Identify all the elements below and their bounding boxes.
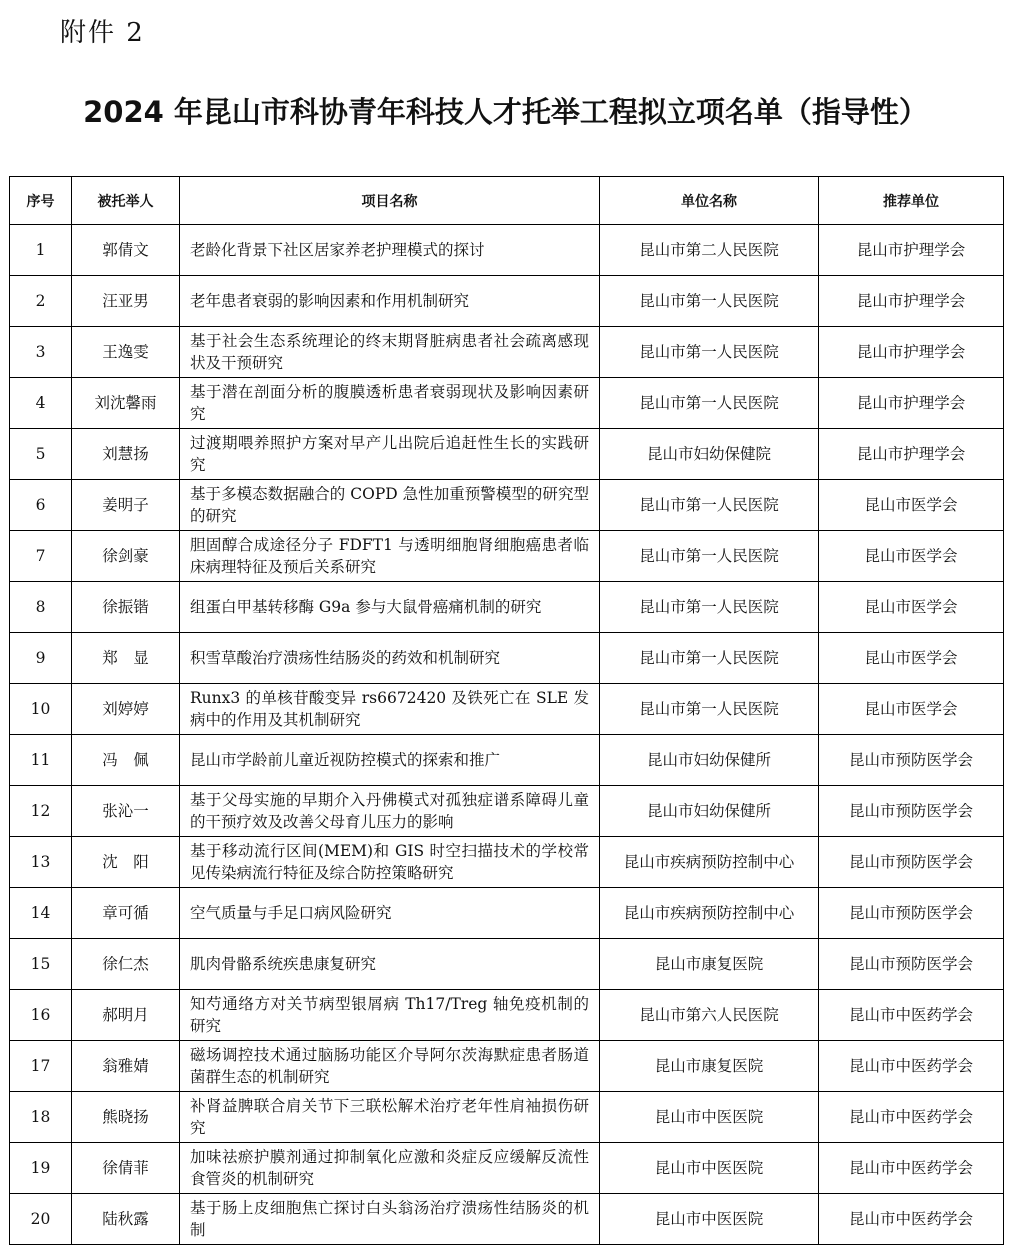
header-index: 序号 xyxy=(10,177,72,225)
row-nominee: 汪亚男 xyxy=(72,276,180,327)
row-project: 基于社会生态系统理论的终末期肾脏病患者社会疏离感现状及干预研究 xyxy=(180,327,600,378)
table-row xyxy=(10,276,1004,327)
row-unit: 昆山市疾病预防控制中心 xyxy=(600,888,819,939)
row-project: 加味祛瘀护膜剂通过抑制氧化应激和炎症反应缓解反流性食管炎的机制研究 xyxy=(180,1143,600,1194)
row-recommender: 昆山市护理学会 xyxy=(819,276,1004,327)
row-recommender: 昆山市护理学会 xyxy=(819,378,1004,429)
row-project: 组蛋白甲基转移酶 G9a 参与大鼠骨癌痛机制的研究 xyxy=(180,582,600,633)
row-nominee: 郭倩文 xyxy=(72,225,180,276)
row-recommender: 昆山市护理学会 xyxy=(819,429,1004,480)
row-recommender: 昆山市预防医学会 xyxy=(819,786,1004,837)
row-index: 4 xyxy=(10,378,72,429)
project-list-table xyxy=(9,176,1004,1245)
table-row xyxy=(10,1194,1004,1245)
row-unit: 昆山市妇幼保健院 xyxy=(600,429,819,480)
table-row xyxy=(10,429,1004,480)
row-project: 基于潜在剖面分析的腹膜透析患者衰弱现状及影响因素研究 xyxy=(180,378,600,429)
table-row xyxy=(10,1092,1004,1143)
row-index: 3 xyxy=(10,327,72,378)
row-unit: 昆山市第一人民医院 xyxy=(600,480,819,531)
row-unit: 昆山市第二人民医院 xyxy=(600,225,819,276)
row-recommender: 昆山市护理学会 xyxy=(819,327,1004,378)
row-recommender: 昆山市中医药学会 xyxy=(819,990,1004,1041)
row-project: Runx3 的单核苷酸变异 rs6672420 及铁死亡在 SLE 发病中的作用及其机制研究 xyxy=(180,684,600,735)
table-row xyxy=(10,225,1004,276)
row-project: 积雪草酸治疗溃疡性结肠炎的药效和机制研究 xyxy=(180,633,600,684)
row-nominee: 刘沈馨雨 xyxy=(72,378,180,429)
table-header-row xyxy=(10,177,1004,225)
table-row xyxy=(10,735,1004,786)
row-unit: 昆山市中医医院 xyxy=(600,1194,819,1245)
row-index: 2 xyxy=(10,276,72,327)
row-unit: 昆山市第一人民医院 xyxy=(600,531,819,582)
row-recommender: 昆山市护理学会 xyxy=(819,225,1004,276)
row-nominee: 章可循 xyxy=(72,888,180,939)
row-index: 10 xyxy=(10,684,72,735)
row-recommender: 昆山市中医药学会 xyxy=(819,1194,1004,1245)
row-recommender: 昆山市中医药学会 xyxy=(819,1041,1004,1092)
row-nominee: 徐倩菲 xyxy=(72,1143,180,1194)
row-unit: 昆山市第一人民医院 xyxy=(600,276,819,327)
row-recommender: 昆山市医学会 xyxy=(819,531,1004,582)
attachment-label: 附件 2 xyxy=(60,18,145,48)
row-unit: 昆山市第一人民医院 xyxy=(600,633,819,684)
row-index: 15 xyxy=(10,939,72,990)
row-recommender: 昆山市医学会 xyxy=(819,633,1004,684)
table-row xyxy=(10,786,1004,837)
row-recommender: 昆山市医学会 xyxy=(819,480,1004,531)
table-row xyxy=(10,633,1004,684)
row-recommender: 昆山市医学会 xyxy=(819,684,1004,735)
row-nominee: 姜明子 xyxy=(72,480,180,531)
row-unit: 昆山市中医医院 xyxy=(600,1143,819,1194)
row-nominee: 徐仁杰 xyxy=(72,939,180,990)
row-unit: 昆山市第一人民医院 xyxy=(600,378,819,429)
row-unit: 昆山市康复医院 xyxy=(600,939,819,990)
row-index: 20 xyxy=(10,1194,72,1245)
row-project: 知芍通络方对关节病型银屑病 Th17/Treg 轴免疫机制的研究 xyxy=(180,990,600,1041)
row-nominee: 冯 佩 xyxy=(72,735,180,786)
row-recommender: 昆山市预防医学会 xyxy=(819,735,1004,786)
row-index: 17 xyxy=(10,1041,72,1092)
row-index: 14 xyxy=(10,888,72,939)
row-project: 基于多模态数据融合的 COPD 急性加重预警模型的研究型的研究 xyxy=(180,480,600,531)
row-nominee: 熊晓扬 xyxy=(72,1092,180,1143)
row-unit: 昆山市第一人民医院 xyxy=(600,684,819,735)
document-title: 2024 年昆山市科协青年科技人才托举工程拟立项名单（指导性） xyxy=(83,95,928,129)
row-index: 11 xyxy=(10,735,72,786)
header-recommender: 推荐单位 xyxy=(819,177,1004,225)
row-project: 基于肠上皮细胞焦亡探讨白头翁汤治疗溃疡性结肠炎的机制 xyxy=(180,1194,600,1245)
row-project: 胆固醇合成途径分子 FDFT1 与透明细胞肾细胞癌患者临床病理特征及预后关系研究 xyxy=(180,531,600,582)
table-row xyxy=(10,990,1004,1041)
row-project: 老龄化背景下社区居家养老护理模式的探讨 xyxy=(180,225,600,276)
row-recommender: 昆山市中医药学会 xyxy=(819,1143,1004,1194)
row-project: 基于移动流行区间(MEM)和 GIS 时空扫描技术的学校常见传染病流行特征及综合防控策略研究 xyxy=(180,837,600,888)
row-nominee: 徐剑豪 xyxy=(72,531,180,582)
table-row xyxy=(10,888,1004,939)
row-nominee: 沈 阳 xyxy=(72,837,180,888)
row-unit: 昆山市妇幼保健所 xyxy=(600,735,819,786)
row-index: 19 xyxy=(10,1143,72,1194)
table-row xyxy=(10,1143,1004,1194)
row-unit: 昆山市中医医院 xyxy=(600,1092,819,1143)
row-nominee: 王逸雯 xyxy=(72,327,180,378)
table-row xyxy=(10,531,1004,582)
row-unit: 昆山市第一人民医院 xyxy=(600,582,819,633)
row-unit: 昆山市第六人民医院 xyxy=(600,990,819,1041)
row-index: 12 xyxy=(10,786,72,837)
row-index: 16 xyxy=(10,990,72,1041)
row-nominee: 徐振锴 xyxy=(72,582,180,633)
header-nominee: 被托举人 xyxy=(72,177,180,225)
row-nominee: 刘婷婷 xyxy=(72,684,180,735)
row-project: 补肾益脾联合肩关节下三联松解术治疗老年性肩袖损伤研究 xyxy=(180,1092,600,1143)
table-row xyxy=(10,1041,1004,1092)
row-nominee: 张沁一 xyxy=(72,786,180,837)
row-project: 空气质量与手足口病风险研究 xyxy=(180,888,600,939)
row-unit: 昆山市疾病预防控制中心 xyxy=(600,837,819,888)
row-index: 18 xyxy=(10,1092,72,1143)
row-index: 13 xyxy=(10,837,72,888)
row-project: 昆山市学龄前儿童近视防控模式的探索和推广 xyxy=(180,735,600,786)
row-index: 1 xyxy=(10,225,72,276)
table-row xyxy=(10,684,1004,735)
header-project: 项目名称 xyxy=(180,177,600,225)
row-nominee: 郑 显 xyxy=(72,633,180,684)
row-project: 肌肉骨骼系统疾患康复研究 xyxy=(180,939,600,990)
row-index: 5 xyxy=(10,429,72,480)
row-index: 9 xyxy=(10,633,72,684)
row-index: 7 xyxy=(10,531,72,582)
row-recommender: 昆山市医学会 xyxy=(819,582,1004,633)
row-project: 磁场调控技术通过脑肠功能区介导阿尔茨海默症患者肠道菌群生态的机制研究 xyxy=(180,1041,600,1092)
row-unit: 昆山市康复医院 xyxy=(600,1041,819,1092)
row-project: 基于父母实施的早期介入丹佛模式对孤独症谱系障碍儿童的干预疗效及改善父母育儿压力的影响 xyxy=(180,786,600,837)
header-unit: 单位名称 xyxy=(600,177,819,225)
table-row xyxy=(10,327,1004,378)
row-nominee: 郝明月 xyxy=(72,990,180,1041)
row-index: 8 xyxy=(10,582,72,633)
row-project: 老年患者衰弱的影响因素和作用机制研究 xyxy=(180,276,600,327)
row-nominee: 刘慧扬 xyxy=(72,429,180,480)
row-recommender: 昆山市预防医学会 xyxy=(819,837,1004,888)
row-project: 过渡期喂养照护方案对早产儿出院后追赶性生长的实践研究 xyxy=(180,429,600,480)
row-index: 6 xyxy=(10,480,72,531)
row-recommender: 昆山市中医药学会 xyxy=(819,1092,1004,1143)
row-unit: 昆山市妇幼保健所 xyxy=(600,786,819,837)
table-row xyxy=(10,480,1004,531)
table-row xyxy=(10,939,1004,990)
row-recommender: 昆山市预防医学会 xyxy=(819,888,1004,939)
table-row xyxy=(10,582,1004,633)
table-row xyxy=(10,837,1004,888)
row-recommender: 昆山市预防医学会 xyxy=(819,939,1004,990)
row-nominee: 陆秋露 xyxy=(72,1194,180,1245)
table-row xyxy=(10,378,1004,429)
row-unit: 昆山市第一人民医院 xyxy=(600,327,819,378)
row-nominee: 翁雅婧 xyxy=(72,1041,180,1092)
